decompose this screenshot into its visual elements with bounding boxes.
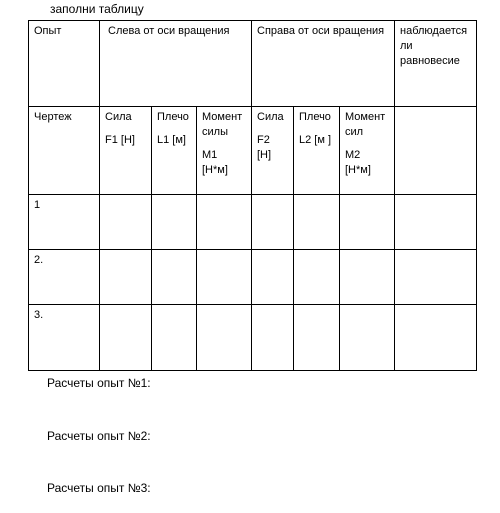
subheader-moment-left <box>197 107 252 195</box>
force-right-unit: [Н] <box>257 149 272 161</box>
table-row <box>29 195 477 250</box>
calculation-label-1: Расчеты опыт №1: <box>47 376 151 390</box>
cell-arm-left-2[interactable] <box>152 250 197 305</box>
cell-moment-right-1[interactable] <box>340 195 395 250</box>
cell-moment-left-1[interactable] <box>197 195 252 250</box>
header-equilibrium-line1: наблюдается <box>400 25 468 37</box>
subheader-moment-right <box>340 107 395 195</box>
calculation-label-2: Расчеты опыт №2: <box>47 429 151 443</box>
header-equilibrium-line2: ли <box>400 40 413 52</box>
subheader-force-left <box>100 107 152 195</box>
header-right-of-axis <box>252 21 395 107</box>
table-row <box>29 250 477 305</box>
cell-arm-right-1[interactable] <box>294 195 340 250</box>
moment-left-unit: [Н*м] <box>202 164 228 176</box>
subheader-drawing <box>29 107 100 195</box>
arm-left-symbol: L1 [м] <box>157 134 186 146</box>
row-label: 2. <box>29 250 100 305</box>
arm-right-label: Плечо <box>299 111 331 123</box>
header-experiment-label: Опыт <box>34 25 62 37</box>
header-equilibrium-line3: равновесие <box>400 55 460 67</box>
cell-equilibrium-2[interactable] <box>395 250 477 305</box>
cell-moment-right-3[interactable] <box>340 305 395 371</box>
experiment-table <box>28 20 477 371</box>
cell-force-left-1[interactable] <box>100 195 152 250</box>
header-left-of-axis <box>100 21 252 107</box>
cell-force-left-2[interactable] <box>100 250 152 305</box>
moment-right-line1: Момент <box>345 111 386 123</box>
subheader-equilibrium-blank <box>395 107 477 195</box>
page-heading: заполни таблицу <box>50 2 144 16</box>
table-header-row <box>29 21 477 107</box>
moment-right-unit: [Н*м] <box>345 164 371 176</box>
force-left-symbol: F1 [Н] <box>105 134 135 146</box>
cell-moment-left-3[interactable] <box>197 305 252 371</box>
header-experiment <box>29 21 100 107</box>
force-right-symbol: F2 <box>257 134 270 146</box>
cell-equilibrium-3[interactable] <box>395 305 477 371</box>
table-row <box>29 305 477 371</box>
cell-arm-right-2[interactable] <box>294 250 340 305</box>
moment-left-line1: Момент <box>202 111 243 123</box>
header-left-label: Слева от оси вращения <box>108 25 230 37</box>
header-equilibrium <box>395 21 477 107</box>
cell-arm-left-3[interactable] <box>152 305 197 371</box>
cell-force-left-3[interactable] <box>100 305 152 371</box>
header-right-label: Справа от оси вращения <box>257 25 385 37</box>
cell-force-right-1[interactable] <box>252 195 294 250</box>
force-left-label: Сила <box>105 111 132 123</box>
subheader-drawing-label: Чертеж <box>34 111 72 123</box>
cell-force-right-2[interactable] <box>252 250 294 305</box>
moment-right-symbol: М2 <box>345 149 361 161</box>
moment-left-symbol: М1 <box>202 149 218 161</box>
subheader-arm-left <box>152 107 197 195</box>
row-label: 3. <box>29 305 100 371</box>
force-right-label: Сила <box>257 111 284 123</box>
subheader-arm-right <box>294 107 340 195</box>
moment-right-line2: сил <box>345 126 364 138</box>
cell-moment-left-2[interactable] <box>197 250 252 305</box>
cell-arm-right-3[interactable] <box>294 305 340 371</box>
subheader-force-right <box>252 107 294 195</box>
moment-left-line2: силы <box>202 126 228 138</box>
cell-moment-right-2[interactable] <box>340 250 395 305</box>
calculation-label-3: Расчеты опыт №3: <box>47 481 151 495</box>
table-subheader-row <box>29 107 477 195</box>
cell-force-right-3[interactable] <box>252 305 294 371</box>
row-label: 1 <box>29 195 100 250</box>
arm-right-symbol: L2 [м ] <box>299 134 332 146</box>
cell-equilibrium-1[interactable] <box>395 195 477 250</box>
cell-arm-left-1[interactable] <box>152 195 197 250</box>
arm-left-label: Плечо <box>157 111 189 123</box>
